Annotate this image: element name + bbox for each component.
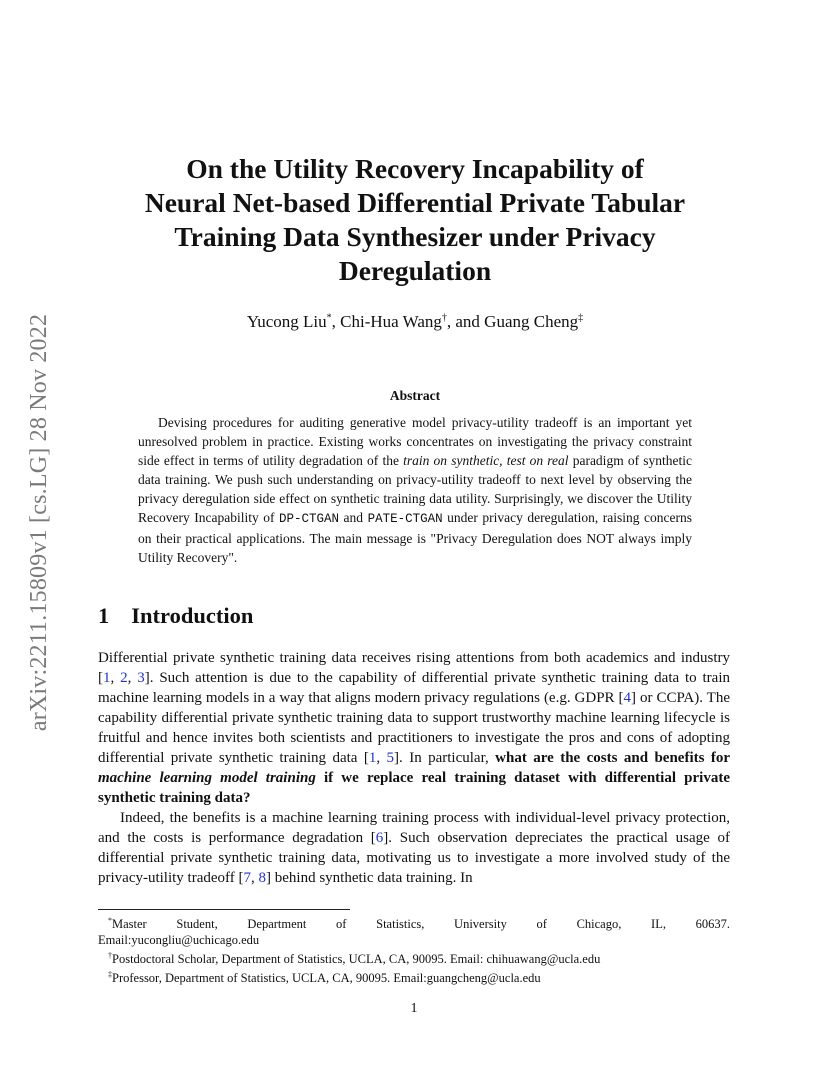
abstract-paragraph [138,413,692,567]
section-number: 1 [98,603,110,628]
abstract-text: Devising procedures for auditing generative model privacy-utility tradeoff is an important yet unresolved problem in practice. Existing works concentrates on investigating the privacy constraint side effect in terms of utility degradation of the [138,415,692,468]
introduction-body [98,648,730,888]
body-text: ]. Such observation depreciates the practical usage of differential private synthetic training data, motivating us to investigate a more involved study of the privacy-utility tradeoff [ [98,830,730,886]
bold-text: if we replace real training dataset with differential private synthetic training data? [98,770,730,806]
footnote-text: Professor, Department of Statistics, UCLA, CA, 90095. Email:guangcheng@ucla.edu [112,971,541,986]
section-heading [98,603,253,629]
citation-link[interactable]: 5 [386,750,395,766]
author-name: Chi-Hua Wang [340,312,442,331]
bold-text: what are the costs and benefits for [495,750,731,766]
footnote [98,948,730,967]
method-name-code: PATE-CTGAN [367,512,443,526]
body-text: ] behind synthetic data training. In [266,870,473,886]
paper-title [80,152,750,288]
citation-link[interactable]: 1 [103,670,111,686]
section-title: Introduction [131,603,254,628]
footnote-text: Master Student, Department of Statistics, University of Chicago, IL, 60637. [112,917,730,932]
bold-emphasis: machine learning model training [98,770,316,786]
abstract-text: and [339,510,368,525]
citation-link[interactable]: 7 [243,870,252,886]
body-text: Differential private synthetic training data receives rising attentions from both academics and industry [ [98,650,730,686]
arxiv-id-text: arXiv:2211.15809v1 [cs.LG] 28 Nov 2022 [26,313,53,731]
body-text: Indeed, the benefits is a machine learning training process with individual-level privacy protection, and the costs is performance degradation [ [98,810,730,846]
citation-link[interactable]: 4 [623,690,632,706]
citation-link[interactable]: 3 [137,670,145,686]
title-line: Training Data Synthesizer under Privacy [174,221,656,252]
author-footnote-mark: * [326,312,332,324]
author-separator: , [331,312,341,331]
abstract-text: paradigm of synthetic data training. We push such understanding on privacy-utility tradeoff to next level by observing the privacy deregulation side effect on synthetic training data utility. Surprisingly, we discover the Utility Recovery Incapability of [138,453,692,525]
body-text: ]. Such attention is due to the capability of differential private synthetic training data to train machine learning models in a way that aligns modern privacy regulations (e.g. GDPR [ [98,670,731,706]
author-list [80,312,750,332]
author-name: Yucong Liu [246,312,327,331]
title-line: On the Utility Recovery Incapability of [186,153,644,184]
body-text: ]. In particular, [394,750,496,766]
footnote [98,967,730,986]
citation-link[interactable]: 2 [120,670,128,686]
footnote-continuation: Email:yucongliu@uchicago.edu [98,933,260,948]
title-line: Deregulation [338,255,492,286]
footnotes [98,913,730,986]
method-name-code: DP-CTGAN [279,512,340,526]
citation-link[interactable]: 1 [368,750,377,766]
abstract-body [138,413,692,567]
title-line: Neural Net-based Differential Private Tabular [144,187,686,218]
intro-paragraph: Indeed, the benefits is a machine learning training process with individual-level privacy protection, and the costs is performance degradation [6]. Such observation depreciates the practical usage of differential private synthetic training data, motivating us to investigate a more involved study of the privacy-utility tradeoff [7, 8] behind synthetic data training. In [98,810,730,886]
author-name: Guang Cheng [484,312,579,331]
footnote-mark: † [108,951,112,961]
author-footnote-mark: † [441,312,447,324]
author-separator: , and [446,312,485,331]
arxiv-identifier-sidebar [22,282,58,762]
body-text: ] or CCPA). The capability differential private synthetic training data to support trustworthy machine learning lifecycle is fruitful and hence invites both scientists and practitioners to investigate the pros and cons of adopting differential private synthetic training data [ [98,690,731,766]
footnote-mark: ‡ [108,970,112,980]
footnote-rule [98,909,350,910]
author-footnote-mark: ‡ [578,312,584,324]
intro-paragraph: Differential private synthetic training data receives rising attentions from both academics and industry [1, 2, 3]. Such attention is due to the capability of differential private synthetic training data to train machine learning models in a way that aligns modern privacy regulations (e.g. GDPR [4] or CCPA). The capability differential private synthetic training data to support trustworthy machine learning lifecycle is fruitful and hence invites both scientists and practitioners to investigate the pros and cons of adopting differential private synthetic training data [1, 5]. In particular, what are the costs and benefits for machine learning model training if we replace real training dataset with differential private synthetic training data? [98,650,731,806]
citation-link[interactable]: 6 [375,830,384,846]
page-number: 1 [410,1001,418,1016]
abstract-emphasis: train on synthetic, test on real [403,453,569,468]
abstract-heading: Abstract [389,388,441,403]
footnote-mark: * [108,916,112,925]
citation-link[interactable]: 8 [258,870,267,886]
abstract-text: under privacy deregulation, raising concerns on their practical applications. The main message is "Privacy Deregulation does NOT always imply Utility Recovery". [138,510,692,565]
footnote-text: Postdoctoral Scholar, Department of Statistics, UCLA, CA, 90095. Email: chihuawang@ucla.edu [112,952,601,967]
footnote [98,913,730,932]
